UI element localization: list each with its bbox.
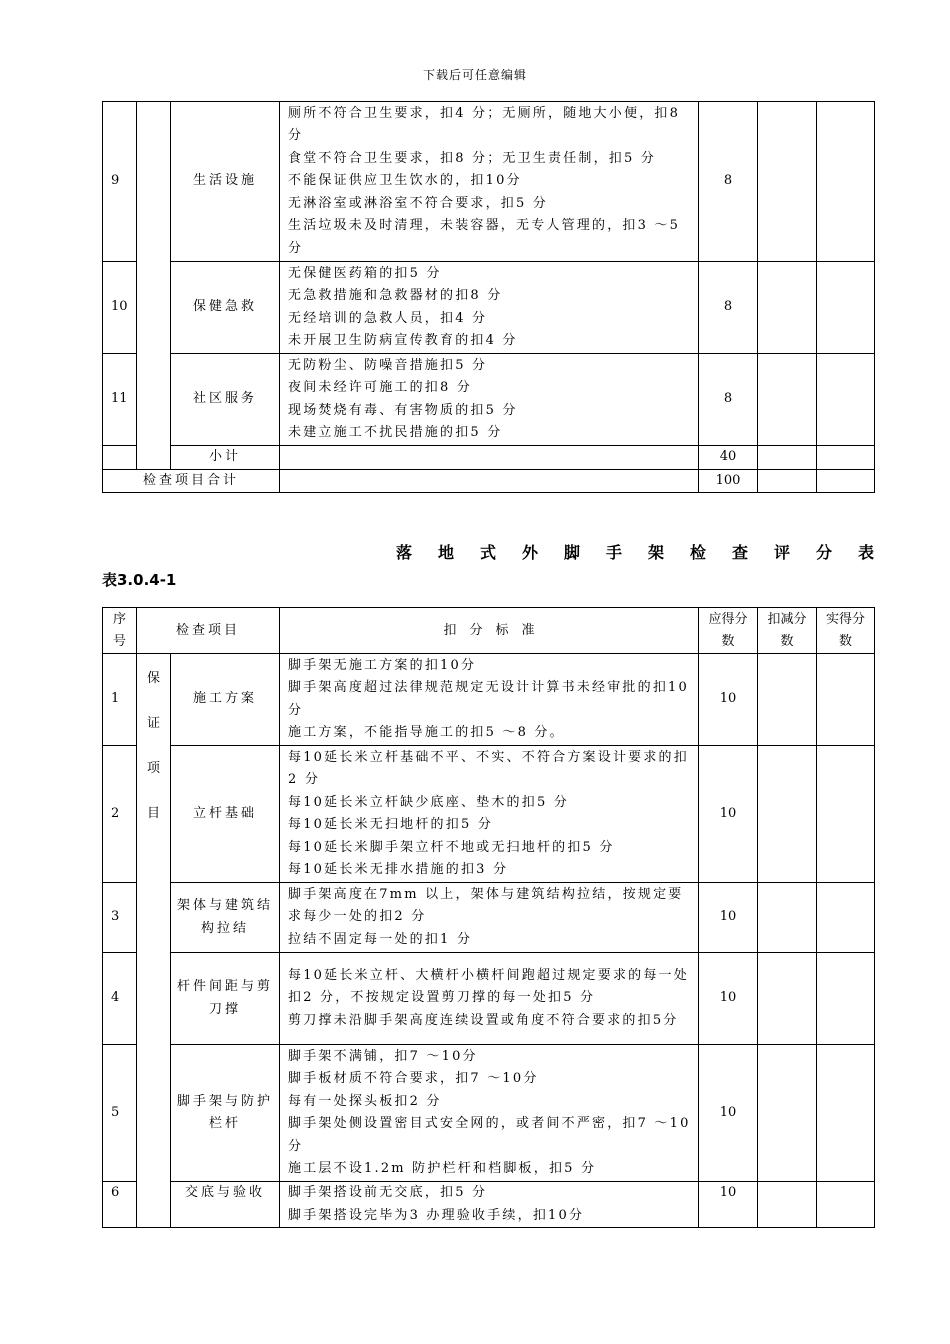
due-score: 10 (699, 953, 758, 1045)
actual-score[interactable] (817, 102, 875, 262)
row-number: 11 (103, 354, 137, 446)
standard-line: 无淋浴室或淋浴室不符合要求，扣5 分 (288, 195, 549, 211)
actual-score[interactable] (817, 746, 875, 883)
header-note: 下载后可任意编辑 (422, 68, 527, 82)
deducted-score[interactable] (758, 883, 817, 953)
check-item: 社区服务 (171, 354, 280, 446)
standard-line: 每10延长米脚手架立杆不地或无扫地杆的扣5 分 (288, 839, 615, 855)
total-label: 检查项目合计 (103, 469, 280, 493)
standard-line: 脚手板材质不符合要求，扣7 ～10分 (288, 1071, 539, 1086)
standard-line: 生活垃圾未及时清理，未装容器，无专人管理的，扣3 ～5 分 (288, 218, 681, 256)
standard-line: 每10延长米立杆基础不平、不实、不符合方案设计要求的扣2 分 (288, 749, 689, 787)
actual-score[interactable] (817, 1045, 875, 1182)
table-row (103, 746, 875, 883)
standard-line: 夜间未经许可施工的扣8 分 (288, 380, 473, 395)
subtotal-standard-cell (280, 446, 699, 470)
deduction-standard (280, 102, 699, 262)
table-row (103, 102, 875, 262)
header-actual: 实得分数 (817, 608, 875, 654)
category-guarantee-items (137, 654, 171, 1228)
due-score: 8 (699, 262, 758, 354)
standard-line: 脚手架高度超过法律规范规定无设计计算书未经审批的扣10分 (288, 680, 689, 718)
check-item: 保健急救 (171, 262, 280, 354)
actual-score[interactable] (817, 1182, 875, 1228)
standard-line: 无防粉尘、防噪音措施扣5 分 (288, 357, 488, 373)
header-no: 序号 (103, 608, 137, 654)
category-char: 项 (146, 761, 160, 776)
row-number: 2 (103, 746, 137, 883)
standard-line: 剪刀撑未沿脚手架高度连续设置或角度不符合要求的扣5分 (288, 1012, 679, 1028)
table-row (103, 1182, 875, 1228)
check-item: 脚手架与防护栏杆 (171, 1045, 280, 1182)
table-row (103, 262, 875, 354)
standard-line: 脚手架搭设前无交底，扣5 分 (288, 1185, 488, 1200)
standard-line: 每有一处探头板扣2 分 (288, 1093, 442, 1109)
standard-line: 施工方案，不能指导施工的扣5 ～8 分。 (288, 725, 565, 740)
check-item: 生活设施 (171, 102, 280, 262)
total-row (103, 469, 875, 493)
deduction-standard (280, 1045, 699, 1182)
check-item: 施工方案 (171, 654, 280, 746)
header-due: 应得分数 (699, 608, 758, 654)
standard-line: 未开展卫生防病宣传教育的扣4 分 (288, 333, 518, 348)
due-score: 10 (699, 883, 758, 953)
standard-line: 拉结不固定每一处的扣1 分 (288, 931, 473, 947)
row-number: 4 (103, 953, 137, 1045)
deduction-standard (280, 262, 699, 354)
check-item: 交底与验收 (171, 1182, 280, 1228)
category-char: 证 (146, 716, 160, 731)
due-score: 8 (699, 102, 758, 262)
standard-line: 脚手架处侧设置密目式安全网的，或者间不严密，扣7 ～10分 (288, 1116, 691, 1154)
table-row (103, 354, 875, 446)
header-item: 检查项目 (137, 608, 280, 654)
standard-line: 现场焚烧有毒、有害物质的扣5 分 (288, 402, 518, 418)
standard-line: 脚手架不满铺，扣7 ～10分 (288, 1048, 478, 1064)
check-item: 杆件间距与剪刀撑 (171, 953, 280, 1045)
deducted-score[interactable] (758, 354, 817, 446)
table-title (102, 540, 900, 590)
standard-line: 每10延长米无扫地杆的扣5 分 (288, 817, 493, 832)
due-score: 10 (699, 1182, 758, 1228)
category-char: 目 (146, 806, 160, 821)
table-row (103, 953, 875, 1045)
subtotal-value: 40 (699, 446, 758, 470)
due-score: 10 (699, 654, 758, 746)
standard-line: 无经培训的急救人员，扣4 分 (288, 310, 488, 326)
standard-line: 每10延长米无排水措施的扣3 分 (288, 862, 509, 877)
table-title-main: 落地式外脚手架检查评分表 (395, 543, 900, 562)
row-number: 10 (103, 262, 137, 354)
actual-score[interactable] (817, 469, 875, 493)
subtotal-label: 小计 (171, 446, 280, 470)
table-code: 表3.0.4-1 (102, 571, 177, 589)
deducted-score[interactable] (758, 262, 817, 354)
row-number: 9 (103, 102, 137, 262)
deduction-standard (280, 1182, 699, 1228)
deducted-score[interactable] (758, 446, 817, 470)
check-item: 架体与建筑结构拉结 (171, 883, 280, 953)
deduction-standard (280, 746, 699, 883)
standard-line: 厕所不符合卫生要求，扣4 分；无厕所，随地大小便，扣8 分 (288, 105, 681, 144)
row-number: 5 (103, 1045, 137, 1182)
actual-score[interactable] (817, 654, 875, 746)
actual-score[interactable] (817, 262, 875, 354)
actual-score[interactable] (817, 883, 875, 953)
deduction-standard (280, 354, 699, 446)
row-number: 3 (103, 883, 137, 953)
category-cell (137, 102, 171, 470)
actual-score[interactable] (817, 953, 875, 1045)
table-row (103, 883, 875, 953)
standard-line: 食堂不符合卫生要求，扣8 分；无卫生责任制，扣5 分 (288, 150, 657, 166)
row-number: 1 (103, 654, 137, 746)
deducted-score[interactable] (758, 654, 817, 746)
standard-line: 每10延长米立杆、大横杆小横杆间跑超过规定要求的每一处扣2 分，不按规定设置剪刀撑的每一处扣5 分 (288, 967, 689, 1006)
due-score: 10 (699, 746, 758, 883)
standard-line: 脚手架无施工方案的扣10分 (288, 657, 477, 673)
total-value: 100 (699, 469, 758, 493)
standard-line: 不能保证供应卫生饮水的，扣10分 (288, 173, 522, 189)
actual-score[interactable] (817, 446, 875, 470)
category-char: 保 (146, 671, 160, 686)
header-row (103, 608, 875, 654)
row-number: 6 (103, 1182, 137, 1228)
scaffold-score-table (102, 607, 875, 1228)
deducted-score[interactable] (758, 102, 817, 262)
due-score: 10 (699, 1045, 758, 1182)
table-row (103, 1045, 875, 1182)
standard-line: 每10延长米立杆缺少底座、垫木的扣5 分 (288, 794, 569, 810)
score-table-continued (102, 101, 875, 493)
deduction-standard (280, 654, 699, 746)
due-score: 8 (699, 354, 758, 446)
standard-line: 无急救措施和急救器材的扣8 分 (288, 288, 503, 303)
standard-line: 无保健医药箱的扣5 分 (288, 265, 442, 281)
deducted-score[interactable] (758, 746, 817, 883)
actual-score[interactable] (817, 354, 875, 446)
total-standard-cell (280, 469, 699, 493)
table-row (103, 654, 875, 746)
standard-line: 脚手架搭设完毕为3 办理验收手续，扣10分 (288, 1207, 585, 1223)
header-standard: 扣 分 标 准 (280, 608, 699, 654)
deducted-score[interactable] (758, 953, 817, 1045)
deducted-score[interactable] (758, 1045, 817, 1182)
deducted-score[interactable] (758, 469, 817, 493)
deduction-standard (280, 883, 699, 953)
subtotal-row (103, 446, 875, 470)
check-item: 立杆基础 (171, 746, 280, 883)
standard-line: 施工层不设1.2m 防护栏杆和档脚板，扣5 分 (288, 1161, 597, 1176)
deducted-score[interactable] (758, 1182, 817, 1228)
standard-line: 脚手架高度在7mm 以上，架体与建筑结构拉结，按规定要求每少一处的扣2 分 (288, 886, 684, 925)
subtotal-number-cell (103, 446, 137, 470)
deduction-standard (280, 953, 699, 1045)
header-deduct: 扣减分数 (758, 608, 817, 654)
standard-line: 未建立施工不扰民措施的扣5 分 (288, 425, 503, 440)
